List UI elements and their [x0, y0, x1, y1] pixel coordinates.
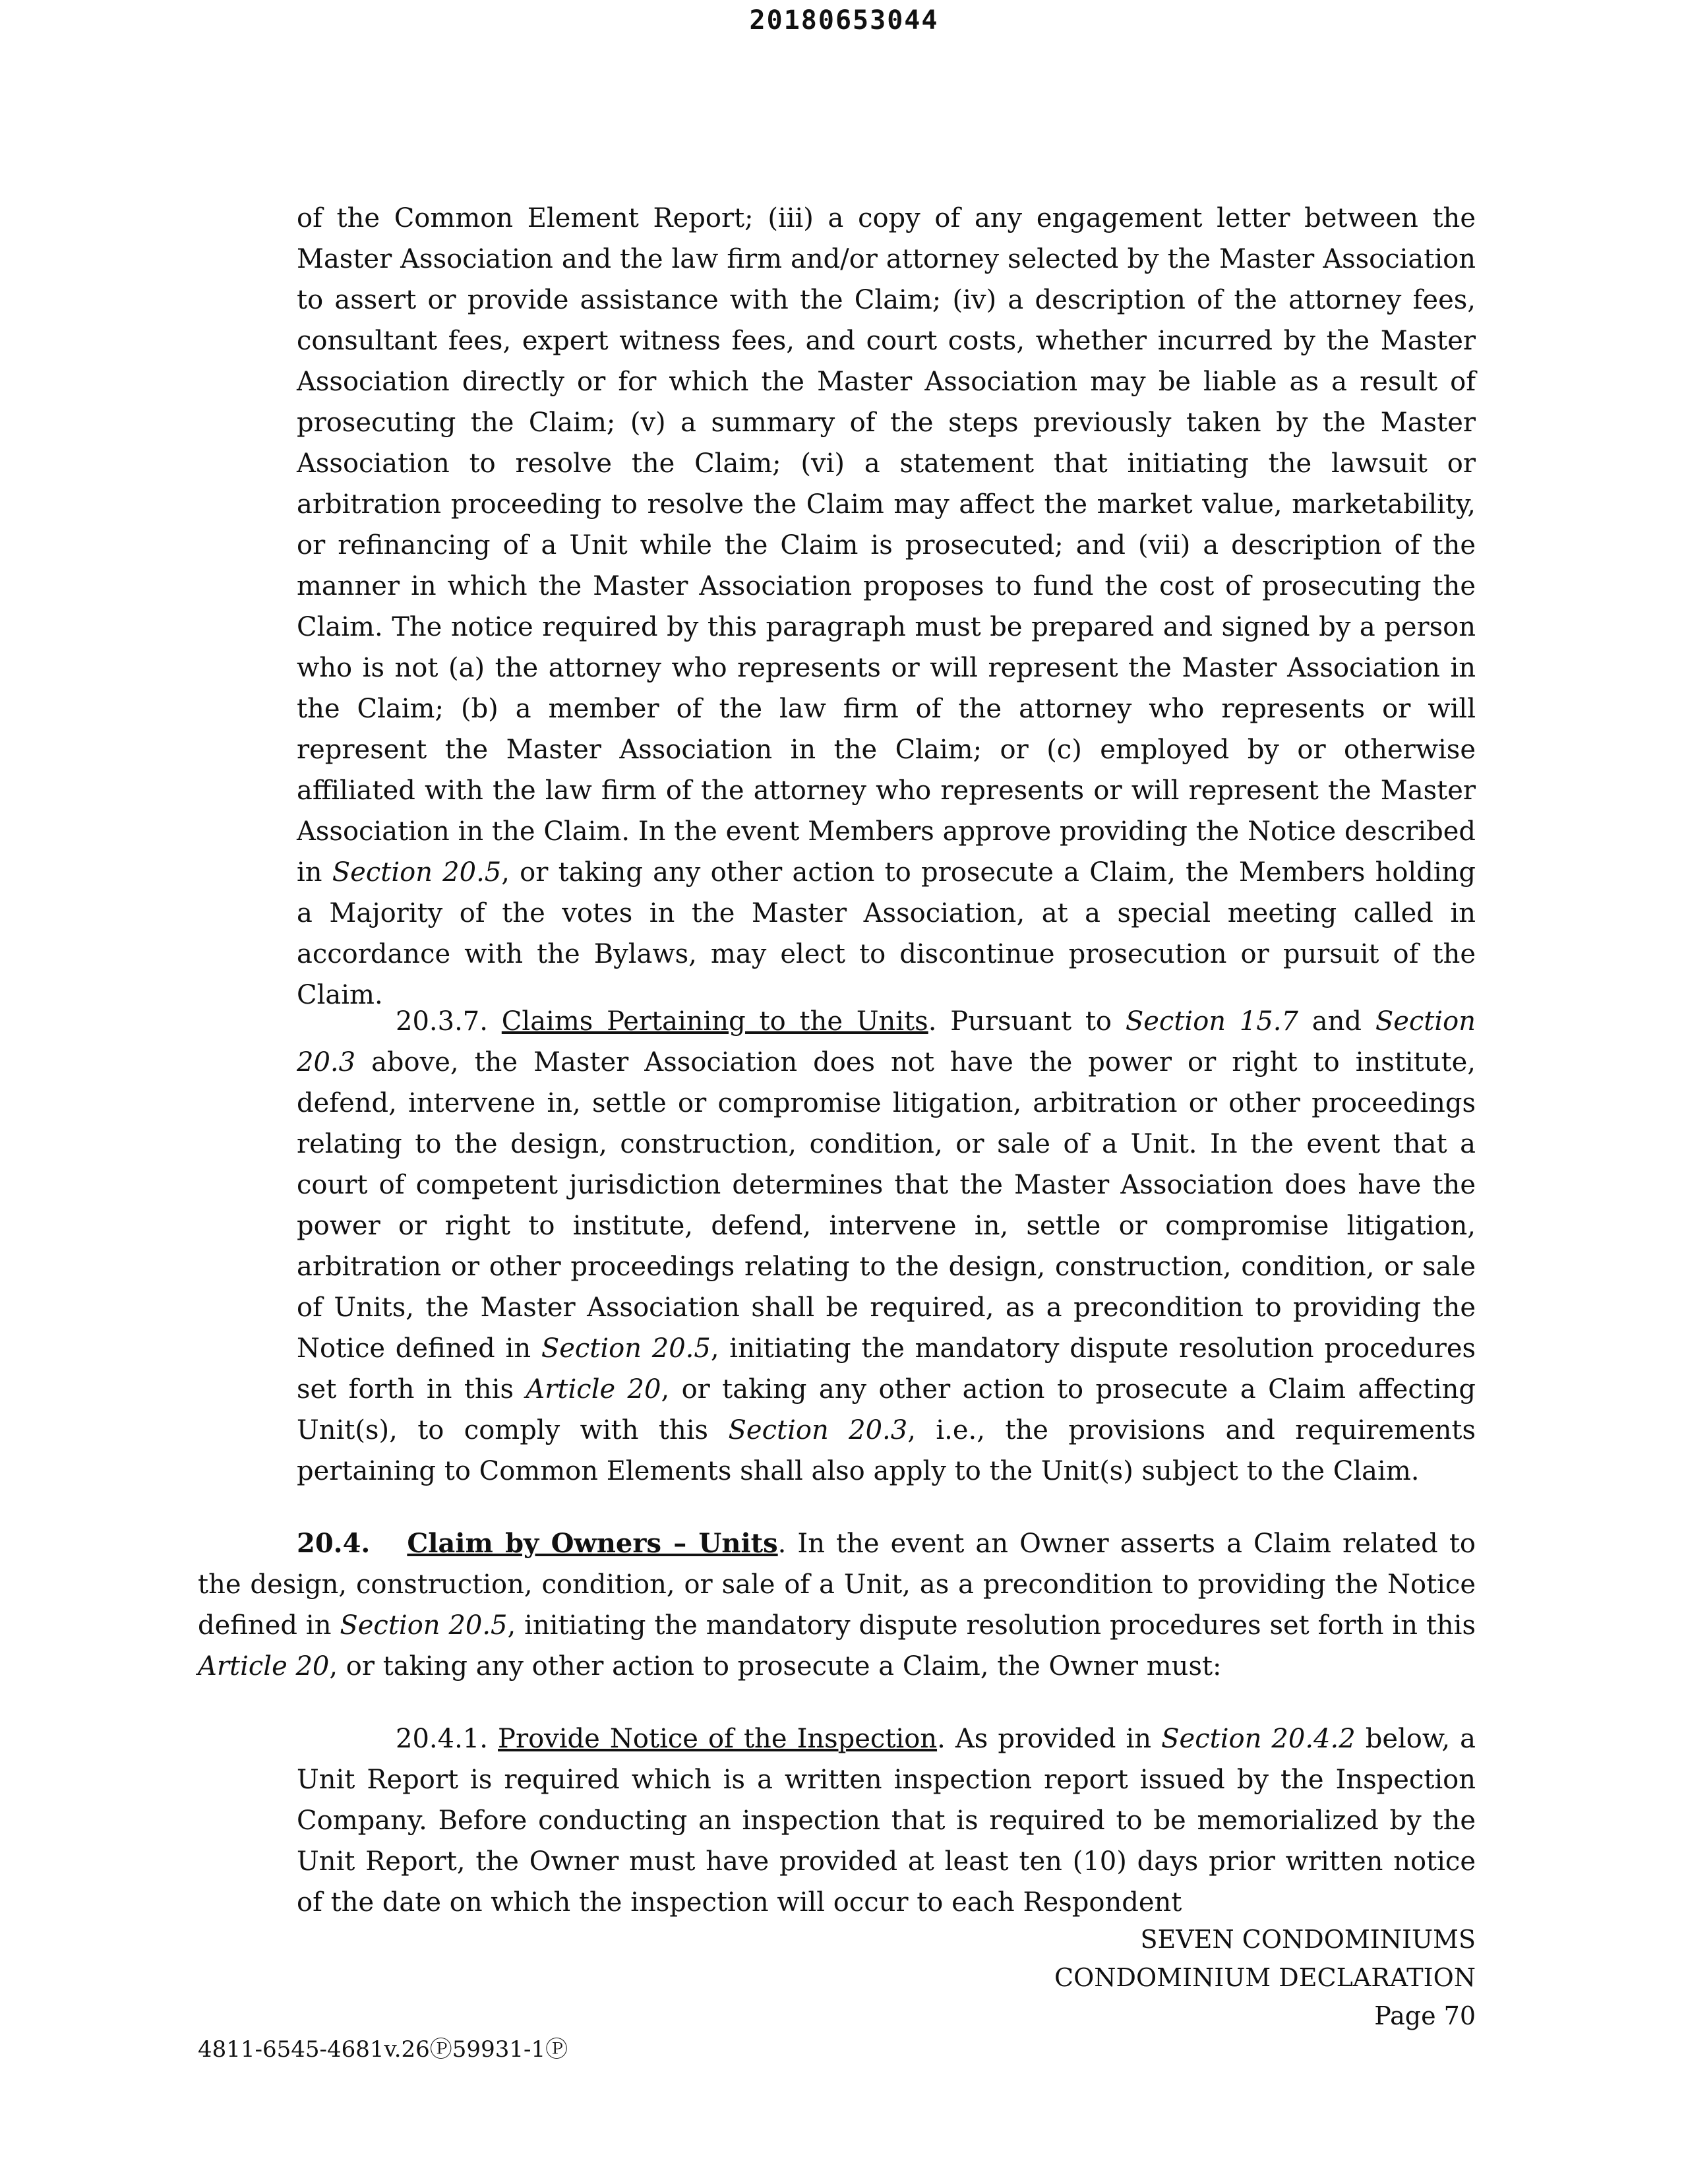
section-20-4	[198, 1523, 1476, 1687]
paragraph-text: above, the Master Association does not have the power or right to institute, defend, intervene in, settle or compromise litigation, arbitration or other proceedings relating to the design, construction, condition, or sale of a Unit. In the event that a court of competent jurisdiction determines that the Master Association does have the power or right to institute, defend, intervene in, settle or compromise litigation, arbitration or other proceedings relating to the design, construction, condition, or sale of Units, the Master Association shall be required, as a precondition to providing the Notice defined in	[297, 1047, 1476, 1364]
section-number: 20.4.1.	[396, 1724, 488, 1754]
section-number: 20.3.7.	[396, 1006, 488, 1037]
paragraph-text: , or taking any other action to prosecute a Claim affecting Unit(s), to comply with this	[297, 1374, 1476, 1445]
section-heading: Provide Notice of the Inspection	[498, 1724, 938, 1754]
paragraph-text: below, a Unit Report is required which is a written inspection report issued by the Inspection Company. Before conducting an inspection that is required to be memorialized by the Unit Report, the Owner must have provided at least ten (10) days prior written notice of the date on which the inspection will occur to each Respondent	[297, 1724, 1476, 1918]
page-footer	[1054, 1920, 1476, 2035]
section-number: 20.4.	[297, 1528, 371, 1559]
paragraph-text: . Pursuant to	[928, 1006, 1126, 1037]
paragraph-text: , or taking any other action to prosecute a Claim, the Members holding a Majority of the votes in the Master Association, at a special meeting called in accordance with the Bylaws, may elect to discontinue prosecution or pursuit of the Claim.	[297, 857, 1476, 1010]
section-reference: Section 20.4.2	[1161, 1724, 1356, 1754]
paragraph-text: , initiating the mandatory dispute resolution procedures set forth in this	[507, 1610, 1476, 1641]
section-reference: Section 15.7	[1125, 1006, 1298, 1037]
page-number: Page 70	[1374, 2001, 1476, 2030]
section-reference: Section 20.5	[332, 857, 502, 888]
footer-project-name: SEVEN CONDOMINIUMS	[1140, 1925, 1476, 1954]
footer-document-title: CONDOMINIUM DECLARATION	[1054, 1963, 1476, 1992]
section-heading: Claim by Owners – Units	[407, 1528, 778, 1559]
paragraph-text: and	[1298, 1006, 1375, 1037]
paragraph-text: . In the event an Owner asserts a Claim related to the design, construction, condition, or sale of a Unit, as a precondition to providing the Notice defined in	[198, 1529, 1476, 1641]
article-reference: Article 20	[198, 1651, 330, 1682]
paragraph-text: , initiating the mandatory dispute resolution procedures set forth in this	[297, 1333, 1476, 1405]
paragraph-text: . As provided in	[937, 1724, 1162, 1754]
paragraph-text: , or taking any other action to prosecute a Claim, the Owner must:	[329, 1651, 1222, 1682]
paragraph-text: , i.e., the provisions and requirements pertaining to Common Elements shall also apply to the Unit(s) subject to the Claim.	[297, 1415, 1476, 1486]
section-reference: Section 20.3	[297, 1006, 1476, 1077]
section-reference: Section 20.3	[728, 1415, 908, 1445]
section-20-4-1	[297, 1718, 1476, 1923]
section-heading: Claims Pertaining to the Units	[501, 1006, 928, 1037]
paragraph-common-element-notice	[297, 198, 1476, 1016]
document-id: 4811-6545-4681v.26Ⓟ59931-1Ⓟ	[198, 2036, 568, 2063]
recording-number: 20180653044	[749, 5, 939, 36]
article-reference: Article 20	[526, 1374, 661, 1405]
paragraph-text: of the Common Element Report; (iii) a copy of any engagement letter between the Master Association and the law firm and/or attorney selected by the Master Association to assert or provide assistance with the Claim; (iv) a description of the attorney fees, consultant fees, expert witness fees, and court costs, whether incurred by the Master Association directly or for which the Master Association may be liable as a result of prosecuting the Claim; (v) a summary of the steps previously taken by the Master Association to resolve the Claim; (vi) a statement that initiating the lawsuit or arbitration proceeding to resolve the Claim may affect the market value, marketability, or refinancing of a Unit while the Claim is prosecuted; and (vii) a description of the manner in which the Master Association proposes to fund the cost of prosecuting the Claim. The notice required by this paragraph must be prepared and signed by a person who is not (a) the attorney who represents or will represent the Master Association in the Claim; (b) a member of the law firm of the attorney who represents or will represent the Master Association in the Claim; or (c) employed by or otherwise affiliated with the law firm of the attorney who represents or will represent the Master Association in the Claim. In the event Members approve providing the Notice described in	[297, 203, 1476, 888]
section-reference: Section 20.5	[340, 1610, 508, 1641]
section-20-3-7	[297, 1001, 1476, 1492]
section-reference: Section 20.5	[541, 1333, 711, 1364]
